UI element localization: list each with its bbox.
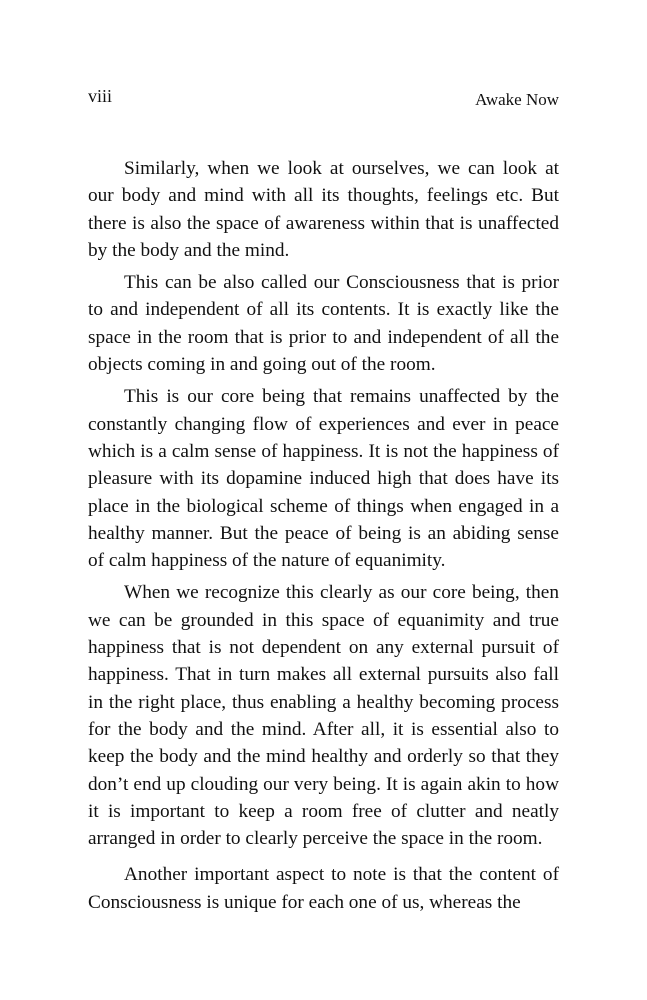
paragraph: Similarly, when we look at ourselves, we can look at our body and mind with all its thoughts, feelings etc. But there is also the space of awareness within that is unaffected by the body and the mind. (88, 158, 559, 261)
page-header (88, 86, 559, 112)
paragraph: This is our core being that remains unaffected by the constantly changing flow of experiences and ever in peace which is a calm sense of happiness. It is not the happiness of pleasure with its dopamine induced high that does have its place in the biological scheme of things when engaged in a healthy manner. But the peace of being is an abiding sense of calm happiness of the nature of equanimity. (88, 386, 559, 572)
page-number: viii (88, 86, 113, 106)
running-title: Awake Now (475, 90, 559, 109)
paragraph: When we recognize this clearly as our core being, then we can be grounded in this space of equanimity and true happiness that is not dependent on any external pursuit of happiness. That in turn makes all external pursuits also fall in the right place, thus enabling a healthy becoming process for the body and the mind. After all, it is essential also to keep the body and the mind healthy and orderly so that they don’t end up clouding our very being. It is again akin to how it is important to keep a room free of clutter and neatly arranged in order to clearly perceive the space in the room. (88, 582, 559, 850)
paragraph: Another important aspect to note is that the content of Consciousness is unique for each one of us, whereas the (88, 864, 559, 913)
paragraph: This can be also called our Consciousness that is prior to and independent of all its contents. It is exactly like the space in the room that is prior to and independent of all the objects coming in and going out of the room. (88, 272, 559, 376)
body-text (88, 155, 559, 916)
book-page (88, 0, 559, 1000)
